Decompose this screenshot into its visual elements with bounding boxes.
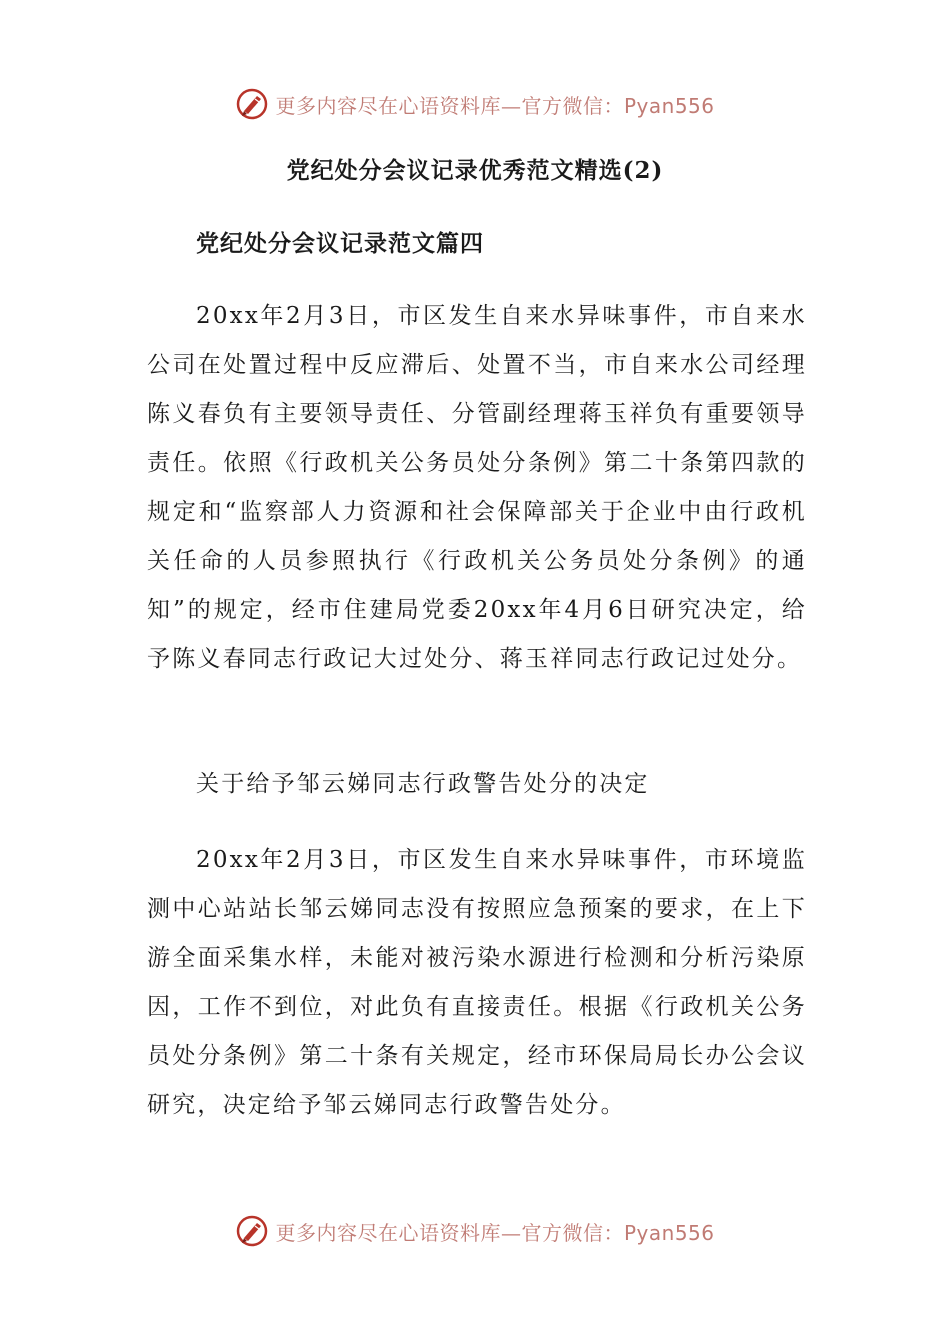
section-heading: 党纪处分会议记录范文篇四 <box>196 230 484 257</box>
pen-logo-icon <box>235 1214 269 1248</box>
header-banner <box>0 84 950 124</box>
paragraph-1: 20xx年2月3日，市区发生自来水异味事件，市自来水公司在处置过程中反应滞后、处置不当，市自来水公司经理陈义春负有主要领导责任、分管副经理蒋玉祥负有重要领导责任。依照《行政机关公务员处分条例》第二十条第四款的规定和“监察部人力资源和社会保障部关于企业中由行政机关任命的人员参照执行《行政机关公务员处分条例》的通知”的规定，经市住建局党委20xx年4月6日研究决定，给予陈义春同志行政记大过处分、蒋玉祥同志行政记过处分。 <box>147 303 807 672</box>
paragraph-2: 20xx年2月3日，市区发生自来水异味事件，市环境监测中心站站长邹云娣同志没有按照应急预案的要求，在上下游全面采集水样，未能对被污染水源进行检测和分析污染原因，工作不到位，对此负有直接责任。根据《行政机关公务员处分条例》第二十条有关规定，经市环保局局长办公会议研究，决定给予邹云娣同志行政警告处分。 <box>147 847 807 1118</box>
document-title: 党纪处分会议记录优秀范文精选(2) <box>286 157 664 184</box>
banner-text: 更多内容尽在心语资料库—官方微信：Pyan556 <box>275 1220 715 1245</box>
footer-banner <box>0 1211 950 1251</box>
pen-logo-icon <box>235 87 269 121</box>
decision-heading: 关于给予邹云娣同志行政警告处分的决定 <box>196 771 650 797</box>
banner-text: 更多内容尽在心语资料库—官方微信：Pyan556 <box>275 93 715 118</box>
